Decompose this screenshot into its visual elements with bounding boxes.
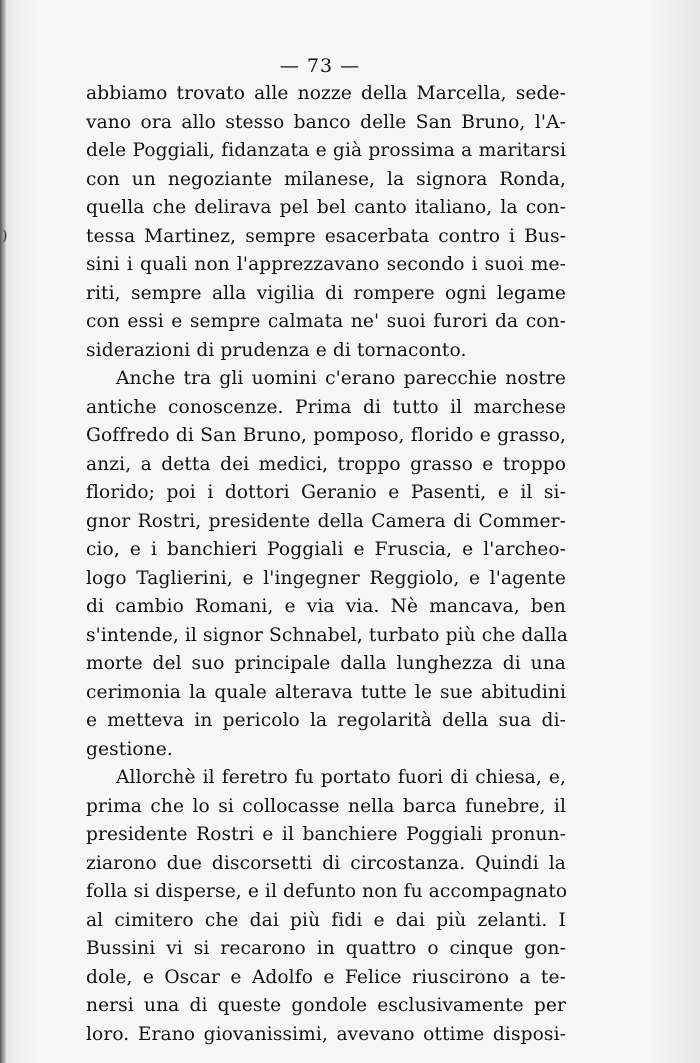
text-line: abbiamo trovato alle nozze della Marcella, sede-: [86, 83, 566, 104]
text-line: gnor Rostri, presidente della Camera di Commer-: [86, 510, 566, 532]
body-text: [86, 80, 566, 1049]
text-line: siderazioni di prudenza e di tornaconto.: [86, 339, 467, 361]
text-line: con essi e sempre calmata ne' suoi furori da con-: [86, 311, 566, 332]
text-line: florido; poi i dottori Geranio e Pasenti, e il si-: [86, 482, 566, 503]
binding-edge: [0, 0, 6, 1063]
text-line: cio, e i banchieri Poggiali e Fruscia, e l'archeo-: [86, 539, 566, 560]
text-line: folla si disperse, e il defunto non fu accompagnato: [86, 881, 568, 902]
text-line: dole, e Oscar e Adolfo e Felice riuscirono a te-: [86, 966, 566, 988]
text-line: riti, sempre alla vigilia di rompere ogni legame: [86, 282, 566, 304]
text-line: al cimitero che dai più fidi e dai più zelanti. I: [86, 909, 566, 931]
text-line: dele Poggiali, fidanzata e già prossima a maritarsi: [86, 140, 566, 161]
text-line: gestione.: [86, 738, 173, 760]
text-line: s'intende, il signor Schnabel, turbato più che dalla: [86, 624, 568, 646]
text-line: Bussini vi si recarono in quattro o cinque gon-: [86, 938, 566, 959]
text-line: antiche conoscenze. Prima di tutto il marchese: [86, 396, 566, 418]
paragraph-start-line: Allorchè il feretro fu portato fuori di chiesa, e,: [116, 767, 566, 788]
text-line: anzi, a detta dei medici, troppo grasso e troppo: [86, 453, 566, 475]
margin-mark: ): [2, 228, 8, 244]
text-line: nersi una di queste gondole esclusivamente per: [86, 995, 566, 1016]
text-line: presidente Rostri e il banchiere Poggiali pronun-: [86, 824, 566, 845]
text-line: loro. Erano giovanissimi, avevano ottime disposi-: [86, 1023, 566, 1045]
page-number: — 73 —: [279, 55, 361, 77]
text-line: quella che delirava pel bel canto italiano, la con-: [86, 197, 566, 218]
text-line: cerimonia la quale alterava tutte le sue abitudini: [86, 681, 566, 703]
text-line: Goffredo di San Bruno, pomposo, florido e grasso,: [86, 425, 566, 446]
text-line: di cambio Romani, e via via. Nè mancava, ben: [86, 596, 566, 617]
text-line: logo Taglierini, e l'ingegner Reggiolo, e l'agente: [86, 567, 566, 589]
text-line: tessa Martinez, sempre esacerbata contro i Bus-: [86, 225, 566, 247]
text-line: prima che lo si collocasse nella barca funebre, il: [86, 795, 566, 817]
text-line: e metteva in pericolo la regolarità della sua di-: [86, 710, 566, 731]
text-line: vano ora allo stesso banco delle San Bruno, l'A-: [86, 111, 566, 133]
text-line: con un negoziante milanese, la signora Ronda,: [86, 168, 566, 190]
text-line: ziarono due discorsetti di circostanza. Quindi la: [86, 852, 566, 874]
text-line: sini i quali non l'apprezzavano secondo i suoi me-: [86, 254, 566, 275]
paragraph-start-line: Anche tra gli uomini c'erano parecchie nostre: [116, 368, 566, 389]
text-line: morte del suo principale dalla lunghezza di una: [86, 653, 566, 674]
